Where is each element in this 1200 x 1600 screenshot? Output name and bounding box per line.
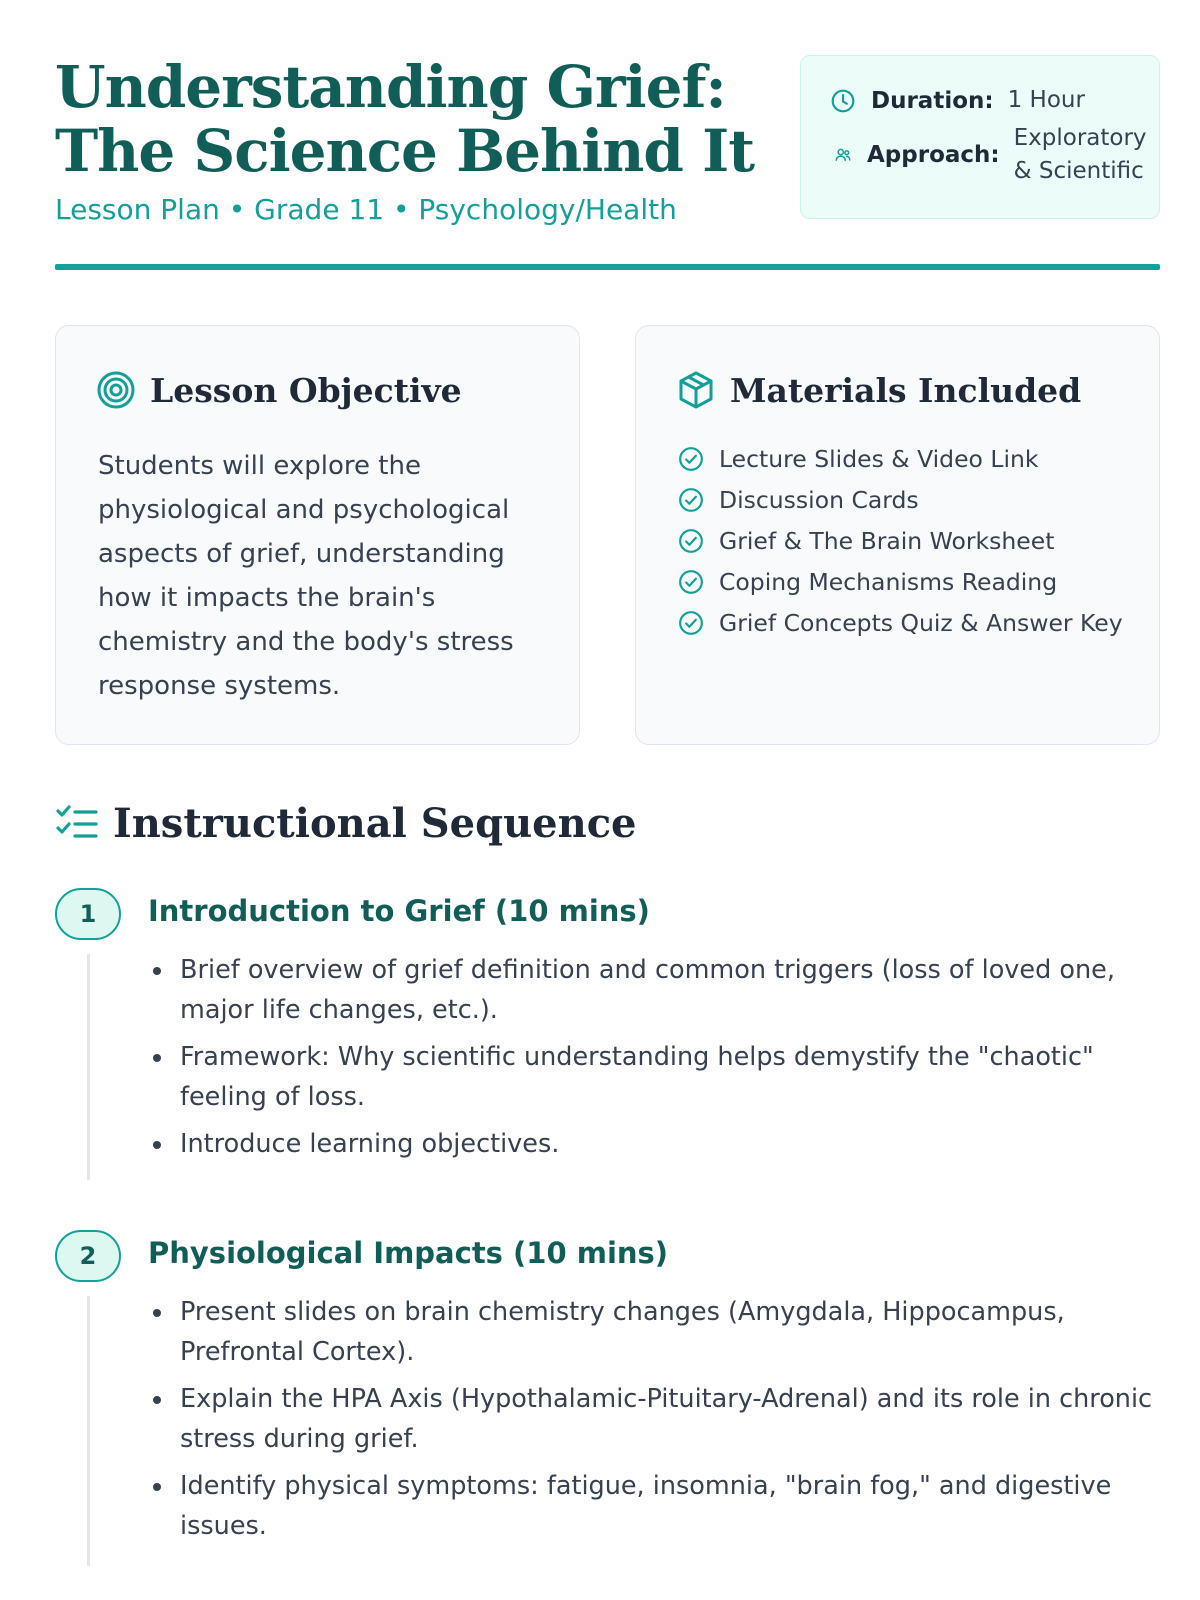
list-item: Framework: Why scientific understanding helps demystify the "chaotic" feeling of loss.	[150, 1037, 1160, 1117]
list-item	[678, 561, 1123, 602]
materials-card	[635, 325, 1160, 745]
step-number-badge: 2	[55, 1230, 121, 1282]
material-label: Lecture Slides & Video Link	[719, 444, 1039, 473]
check-circle-icon	[678, 569, 704, 595]
clock-icon	[829, 87, 857, 115]
checklist-icon	[55, 802, 99, 846]
objective-title: Lesson Objective	[150, 370, 462, 410]
lesson-header	[55, 55, 1160, 270]
lesson-meta-box	[800, 55, 1160, 219]
list-item	[678, 479, 1123, 520]
step-connector-line	[87, 954, 90, 1180]
approach-value: Exploratory & Scientific	[1013, 125, 1147, 184]
objective-card	[55, 325, 580, 745]
list-item: Brief overview of grief definition and common triggers (loss of loved one, major life changes, etc.).	[150, 950, 1160, 1030]
duration-label: Duration:	[871, 87, 994, 114]
sequence-header	[55, 800, 637, 847]
check-circle-icon	[678, 446, 704, 472]
step-number-badge: 1	[55, 888, 121, 940]
page-subtitle: Lesson Plan • Grade 11 • Psychology/Health	[55, 193, 677, 226]
list-item	[678, 602, 1123, 643]
box-icon	[676, 370, 716, 410]
step-title: Physiological Impacts (10 mins)	[148, 1236, 669, 1270]
duration-value: 1 Hour	[1007, 87, 1085, 113]
objective-header	[96, 370, 462, 410]
list-item: Identify physical symptoms: fatigue, insomnia, "brain fog," and digestive issues.	[150, 1466, 1160, 1546]
sequence-step-1	[55, 888, 1160, 1188]
target-icon	[96, 370, 136, 410]
sequence-title: Instructional Sequence	[113, 800, 637, 847]
list-item	[678, 438, 1123, 479]
approach-row	[829, 122, 1154, 188]
step-bullets	[150, 950, 1160, 1171]
material-label: Grief & The Brain Worksheet	[719, 526, 1055, 555]
objective-text: Students will explore the physiological and psychological aspects of grief, understanding how it impacts the brain's chemistry and the body's stress response systems.	[98, 451, 514, 701]
material-label: Grief Concepts Quiz & Answer Key	[719, 608, 1123, 637]
list-item: Explain the HPA Axis (Hypothalamic-Pituitary-Adrenal) and its role in chronic stress during grief.	[150, 1379, 1160, 1459]
header-divider	[55, 264, 1160, 270]
list-item: Present slides on brain chemistry changes (Amygdala, Hippocampus, Prefrontal Cortex).	[150, 1292, 1160, 1372]
duration-row	[829, 84, 1085, 117]
sequence-step-2	[55, 1230, 1160, 1580]
check-circle-icon	[678, 528, 704, 554]
users-icon	[829, 141, 857, 169]
step-connector-line	[87, 1296, 90, 1566]
materials-list	[678, 438, 1123, 643]
list-item	[678, 520, 1123, 561]
check-circle-icon	[678, 610, 704, 636]
list-item: Introduce learning objectives.	[150, 1124, 1160, 1164]
material-label: Coping Mechanisms Reading	[719, 567, 1058, 596]
approach-label: Approach:	[867, 142, 1000, 168]
step-title: Introduction to Grief (10 mins)	[148, 894, 650, 928]
material-label: Discussion Cards	[719, 485, 919, 514]
check-circle-icon	[678, 487, 704, 513]
materials-title: Materials Included	[730, 370, 1082, 410]
materials-header	[676, 370, 1081, 410]
page-title: Understanding Grief: The Science Behind It	[55, 53, 755, 185]
step-bullets	[150, 1292, 1160, 1553]
